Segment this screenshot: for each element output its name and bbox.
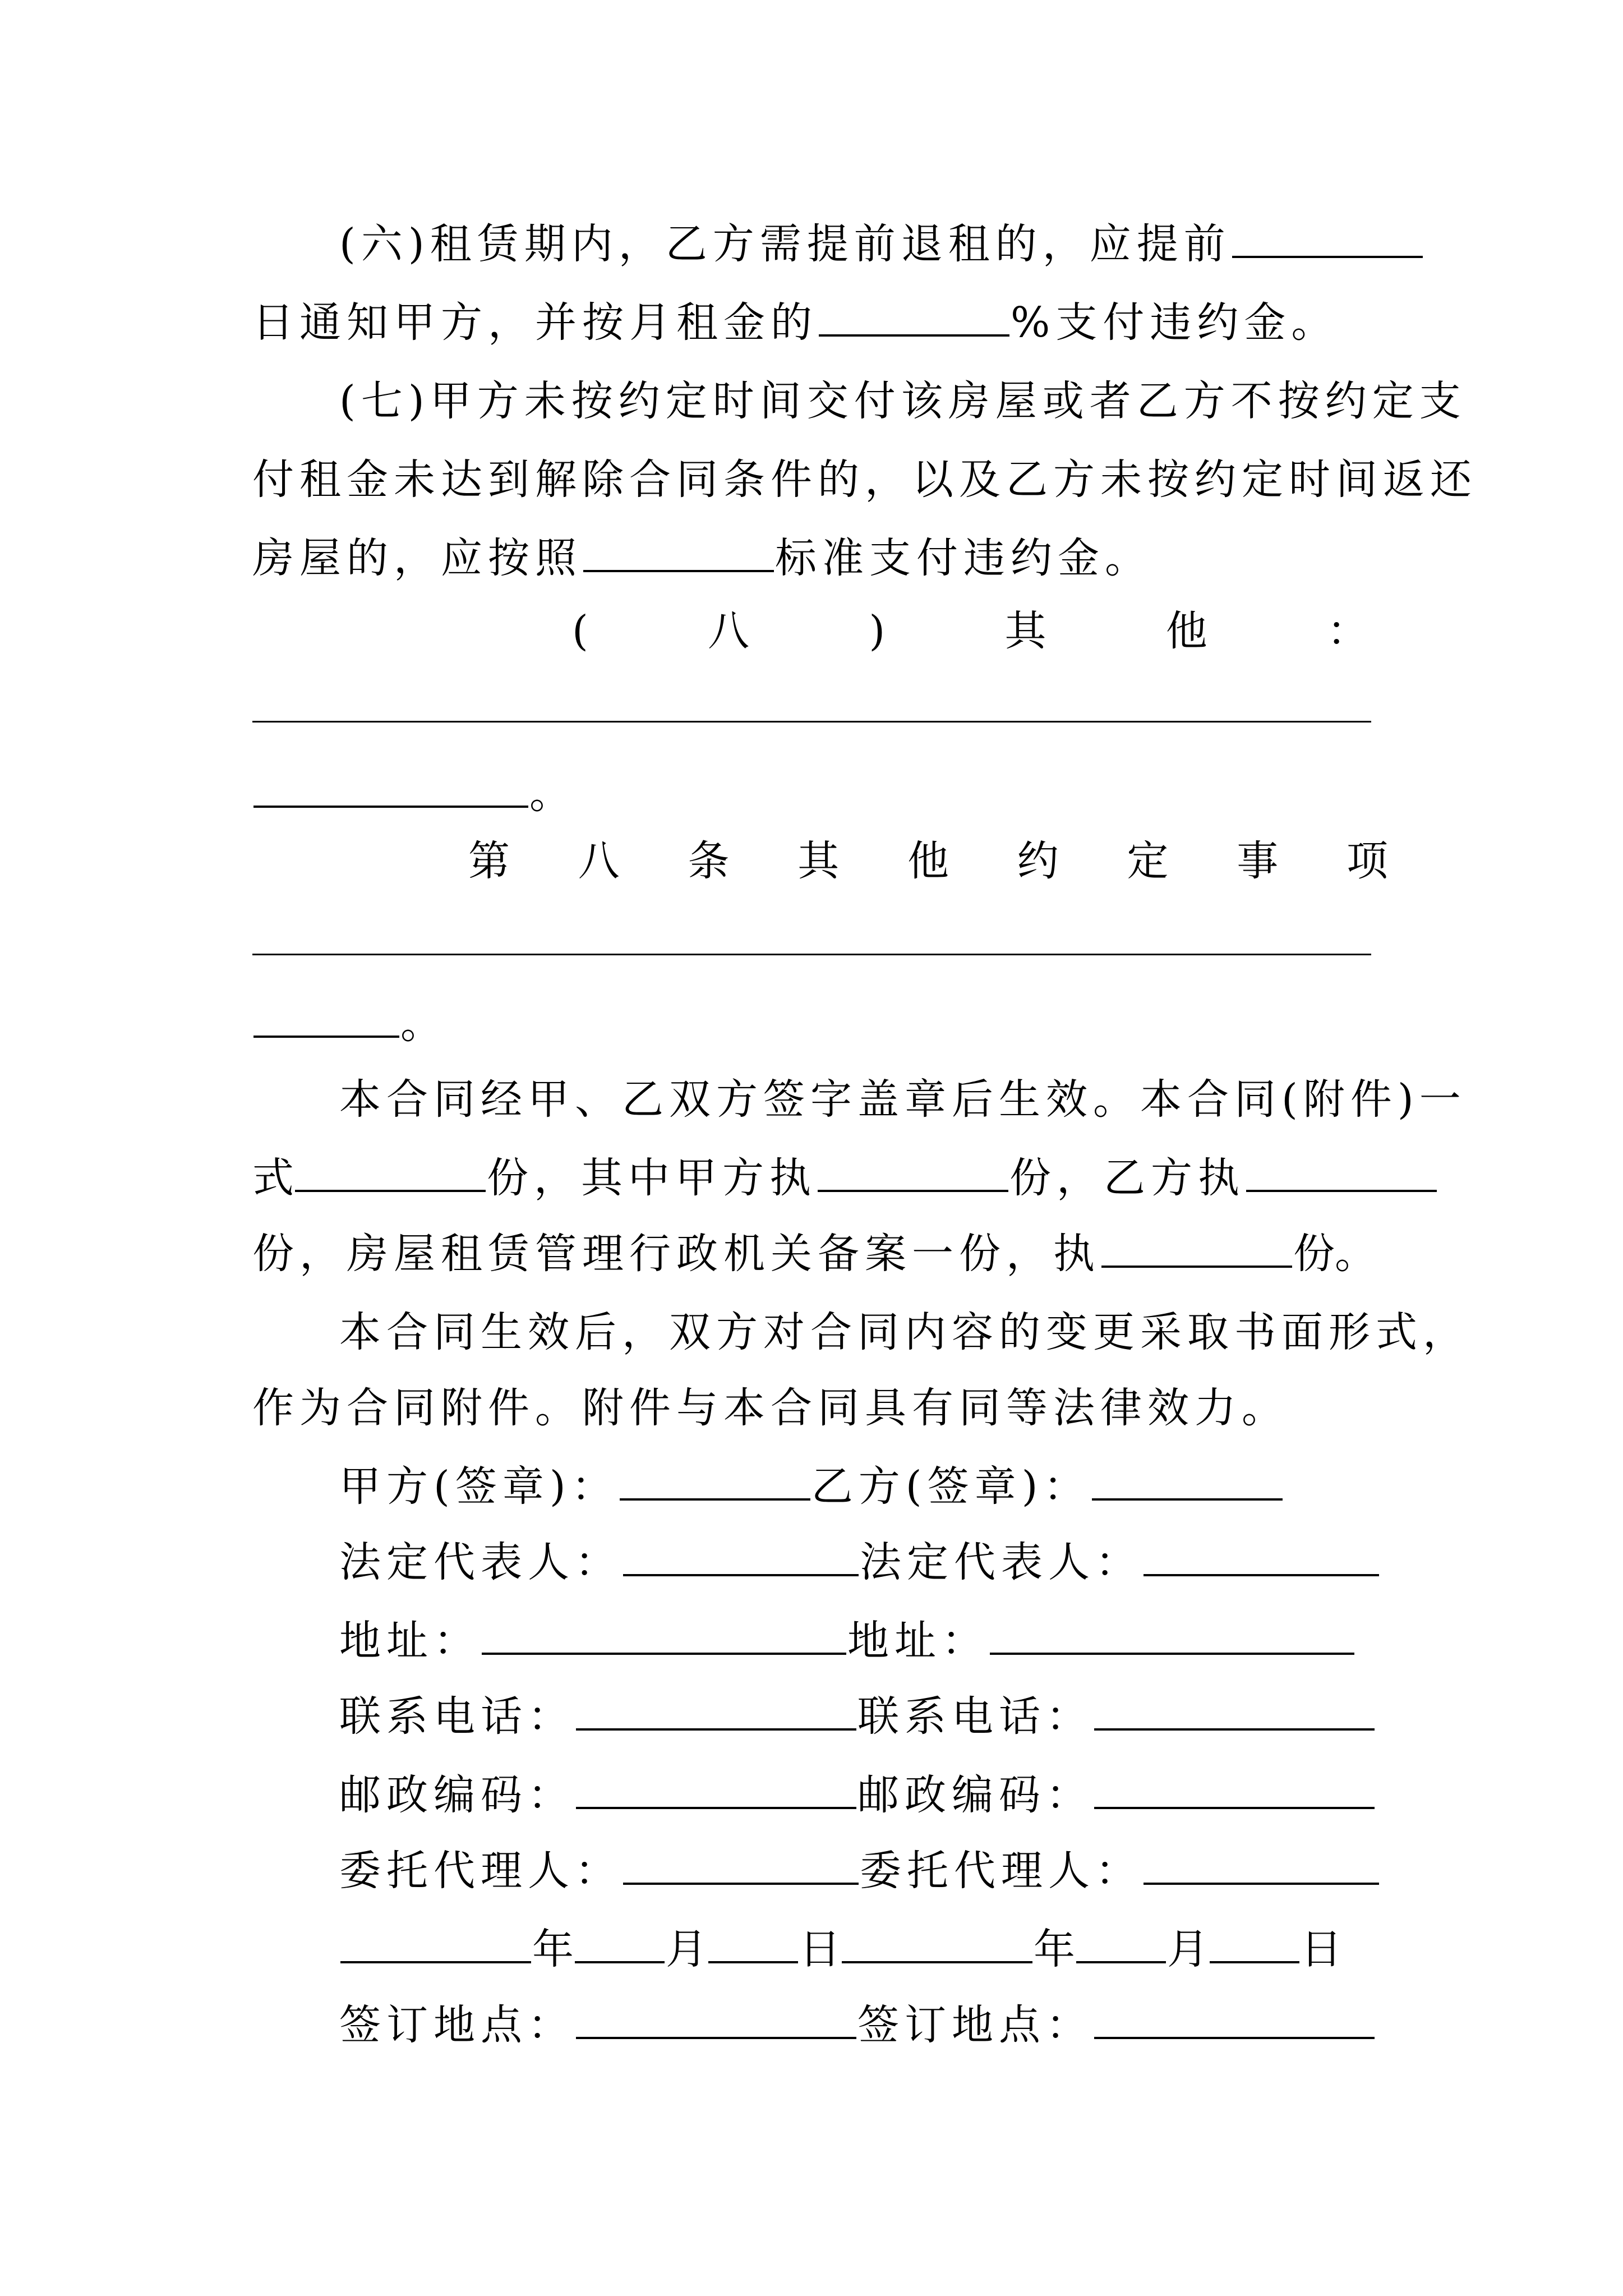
month-label-b: 月 (1167, 1925, 1209, 1973)
year-blank-a[interactable] (340, 1927, 531, 1963)
article8-char: 项 (1347, 837, 1388, 885)
postcode-label-b: 邮政编码： (857, 1771, 1093, 1819)
postcode-label-a: 邮政编码： (339, 1771, 575, 1819)
postcode-blank-a[interactable] (576, 1773, 856, 1809)
year-label-b: 年 (1034, 1925, 1075, 1973)
effect-text-3b: 份。 (1293, 1230, 1376, 1278)
agent-label-b: 委托代理人： (860, 1847, 1142, 1895)
postcode-blank-b[interactable] (1094, 1773, 1375, 1809)
place-blank-a[interactable] (576, 2003, 856, 2039)
change-text-1: 本合同生效后，双方对合同内容的变更采取书面形式， (339, 1308, 1470, 1356)
legal-rep-label-a: 法定代表人： (339, 1538, 622, 1586)
article8-end: 。 (400, 1000, 442, 1048)
phone-blank-a[interactable] (576, 1695, 856, 1731)
clause8-other-heading (572, 586, 1368, 676)
phone-label-a: 联系电话： (339, 1692, 575, 1741)
party-a-seal-label: 甲方(签章)： (339, 1462, 619, 1511)
penalty-standard-blank[interactable] (583, 536, 774, 572)
sig-agent-row (339, 1826, 1380, 1916)
day-label-a: 日 (799, 1925, 841, 1973)
clause6-line1 (339, 199, 1424, 289)
advance-days-blank[interactable] (1232, 222, 1423, 258)
article8-char: 其 (797, 837, 840, 885)
year-label-a: 年 (532, 1925, 574, 1973)
phone-blank-b[interactable] (1094, 1695, 1375, 1731)
legal-rep-label-b: 法定代表人： (860, 1538, 1142, 1586)
change-line2 (252, 1363, 1289, 1453)
article8-char: 条 (688, 837, 730, 885)
clause6-text-c: %支付违约金。 (1011, 298, 1339, 347)
legal-rep-blank-b[interactable] (1144, 1540, 1379, 1576)
effect-text-2b: 份，其中甲方执 (487, 1154, 817, 1202)
article8-char: 第 (468, 837, 510, 885)
effect-text-3a: 份，房屋租赁管理行政机关备案一份，执 (252, 1230, 1100, 1278)
clause8-other-fill-line[interactable] (252, 721, 1371, 723)
legal-rep-blank-a[interactable] (623, 1540, 859, 1576)
article8-fill-line[interactable] (252, 954, 1371, 955)
effect-text-2c: 份，乙方执 (1009, 1154, 1245, 1202)
sig-legal-rep-row (339, 1517, 1380, 1607)
clause7-text-1: (七)甲方未按约定时间交付该房屋或者乙方不按约定支 (339, 377, 1467, 425)
clause8-other-end: 。 (529, 770, 571, 818)
article8-blank[interactable] (253, 1002, 399, 1038)
penalty-percent-blank[interactable] (819, 301, 1009, 337)
address-blank-a[interactable] (482, 1619, 846, 1655)
article8-char: 定 (1127, 837, 1169, 885)
clause6-text-a: (六)租赁期内，乙方需提前退租的，应提前 (339, 220, 1231, 268)
sig-place-row (339, 1980, 1376, 2070)
agent-label-a: 委托代理人： (339, 1847, 622, 1895)
month-blank-b[interactable] (1076, 1927, 1166, 1963)
clause8-char: 其 (1004, 607, 1046, 655)
clause6-line2 (252, 278, 1338, 367)
place-blank-b[interactable] (1094, 2003, 1375, 2039)
phone-label-b: 联系电话： (857, 1692, 1093, 1741)
copies-total-blank[interactable] (295, 1156, 486, 1192)
clause8-char: ) (869, 607, 886, 655)
sig-phone-row (339, 1672, 1376, 1761)
article8-char: 约 (1017, 837, 1059, 885)
address-blank-b[interactable] (990, 1619, 1354, 1655)
copies-other-blank[interactable] (1101, 1232, 1292, 1268)
party-b-seal-label: 乙方(签章)： (811, 1462, 1091, 1511)
month-blank-a[interactable] (575, 1927, 665, 1963)
clause8-char: 八 (708, 607, 750, 655)
article8-heading (468, 816, 1388, 906)
clause8-char: ： (1327, 607, 1368, 655)
copies-party-b-blank[interactable] (1246, 1156, 1437, 1192)
agent-blank-b[interactable] (1144, 1849, 1379, 1885)
article8-char: 八 (578, 837, 620, 885)
address-label-a: 地址： (339, 1617, 481, 1665)
article8-char: 事 (1237, 837, 1279, 885)
day-label-b: 日 (1301, 1925, 1342, 1973)
day-blank-a[interactable] (708, 1927, 798, 1963)
clause7-line1 (339, 356, 1467, 446)
place-label-a: 签订地点： (339, 2001, 575, 2049)
party-b-seal-blank[interactable] (1092, 1465, 1283, 1501)
party-a-seal-blank[interactable] (620, 1465, 810, 1501)
month-label-a: 月 (666, 1925, 707, 1973)
clause6-text-b: 日通知甲方，并按月租金的 (252, 298, 818, 347)
day-blank-b[interactable] (1210, 1927, 1299, 1963)
clause7-text-2: 付租金未达到解除合同条件的，以及乙方未按约定时间返还 (252, 455, 1477, 504)
agent-blank-a[interactable] (623, 1849, 859, 1885)
clause7-line2 (252, 435, 1477, 524)
clause7-text-b: 标准支付违约金。 (775, 534, 1152, 582)
clause8-char: 他 (1165, 607, 1207, 655)
effect-text-2a: 式 (252, 1154, 294, 1202)
article8-char: 他 (907, 837, 949, 885)
address-label-b: 地址： (847, 1617, 989, 1665)
clause8-other-blank[interactable] (253, 772, 528, 808)
effect-text-1: 本合同经甲、乙双方签字盖章后生效。本合同(附件)一 (339, 1075, 1467, 1124)
year-blank-b[interactable] (842, 1927, 1032, 1963)
effect-line3 (252, 1209, 1376, 1299)
place-label-b: 签订地点： (857, 2001, 1093, 2049)
change-text-2: 作为合同附件。附件与本合同具有同等法律效力。 (252, 1384, 1289, 1432)
copies-party-a-blank[interactable] (818, 1156, 1008, 1192)
clause8-char: ( (572, 607, 588, 655)
clause7-text-a: 房屋的，应按照 (252, 534, 582, 582)
effect-line1 (339, 1055, 1467, 1144)
